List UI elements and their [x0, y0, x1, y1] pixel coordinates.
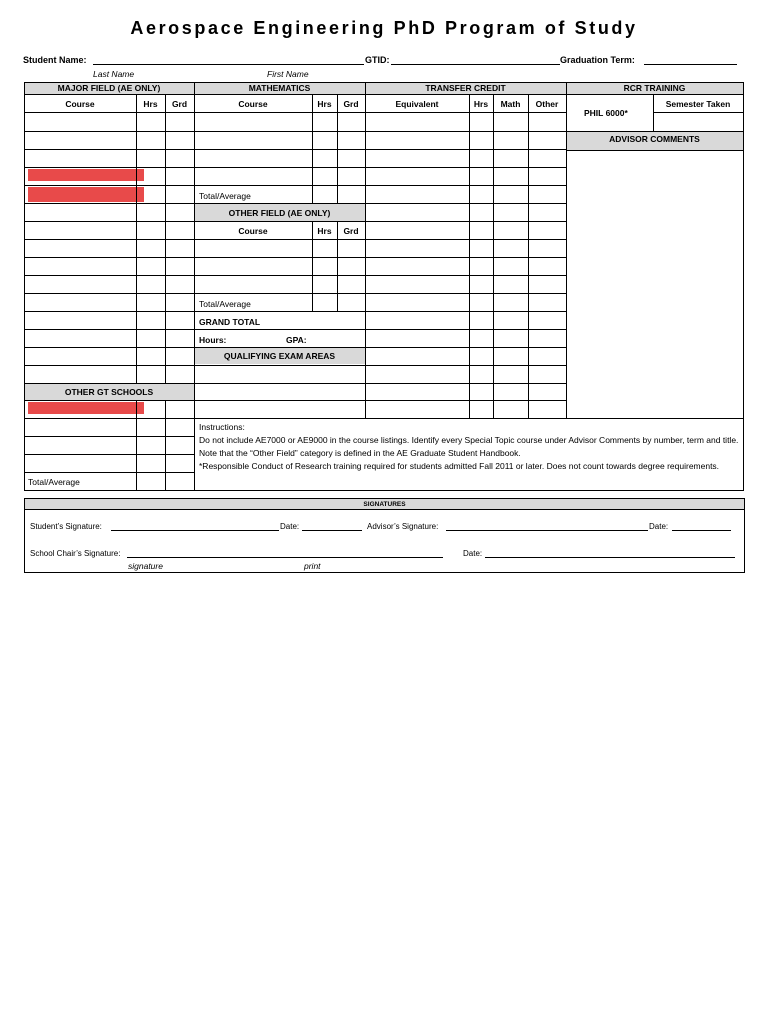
- grid-line: [165, 400, 166, 491]
- student-date-field[interactable]: [302, 522, 362, 533]
- grid-line: [24, 94, 195, 95]
- grid-line: [365, 149, 567, 150]
- advisor-signature-field[interactable]: [446, 522, 648, 533]
- grid-line: [24, 418, 195, 419]
- grid-line: [365, 365, 567, 366]
- grid-line: [194, 221, 366, 222]
- grid-line: [24, 436, 195, 437]
- grid-line: [194, 257, 366, 258]
- grid-line: [653, 94, 654, 132]
- chair-date-field[interactable]: [485, 549, 735, 560]
- grid-line: [365, 383, 567, 384]
- grid-line: [365, 185, 567, 186]
- grid-line: [24, 203, 195, 204]
- transfer-col-other: Other: [535, 99, 559, 109]
- grid-line: [743, 82, 744, 491]
- grid-line: [365, 239, 567, 240]
- grid-line: [566, 150, 744, 151]
- hours-label: Hours:: [199, 335, 227, 345]
- grid-line: [194, 167, 366, 168]
- advisor-date-label: Date:: [649, 522, 669, 531]
- grid-line: [194, 203, 366, 204]
- other-col-course: Course: [238, 226, 268, 236]
- grid-line: [365, 293, 567, 294]
- highlight-bar: [28, 402, 144, 414]
- grid-line: [24, 221, 195, 222]
- page-title: Aerospace Engineering PhD Program of Study: [130, 18, 638, 38]
- other-col-hrs: Hrs: [317, 226, 332, 236]
- grid-line: [194, 94, 366, 95]
- instructions-note: *Responsible Conduct of Research training required for students admitted Fall 2011 or later. Does not count towards degree requirements.: [199, 461, 720, 471]
- advisor-comments-header: ADVISOR COMMENTS: [609, 134, 700, 144]
- grid-line: [24, 167, 195, 168]
- student-signature-field[interactable]: [111, 522, 279, 533]
- grid-line: [194, 239, 366, 240]
- major-col-course: Course: [65, 99, 95, 109]
- grid-line: [653, 112, 744, 113]
- grid-line: [136, 94, 137, 383]
- advisor-signature-label: Advisor’s Signature:: [367, 522, 439, 531]
- student-date-label: Date:: [280, 522, 300, 531]
- grid-line: [194, 311, 366, 312]
- advisor-date-field[interactable]: [672, 522, 731, 533]
- grid-line: [365, 167, 567, 168]
- rcr-training-header: RCR TRAINING: [623, 83, 686, 93]
- grid-line: [469, 94, 470, 419]
- grid-line: [24, 329, 195, 330]
- grand-total-label: GRAND TOTAL: [199, 317, 261, 327]
- grid-line: [24, 311, 195, 312]
- major-col-grd: Grd: [171, 99, 188, 109]
- grid-line: [136, 400, 137, 491]
- grid-line: [194, 490, 744, 491]
- grid-line: [365, 347, 567, 348]
- grid-line: [165, 94, 166, 383]
- grid-line: [194, 185, 366, 186]
- grid-line: [365, 82, 366, 419]
- grid-line: [365, 82, 567, 83]
- grid-line: [312, 94, 313, 204]
- grid-line: [24, 257, 195, 258]
- grid-line: [24, 149, 195, 150]
- math-col-hrs: Hrs: [317, 99, 332, 109]
- graduation-term-label: Graduation Term:: [560, 55, 635, 65]
- rcr-col-semester-taken: Semester Taken: [665, 99, 731, 109]
- grid-line: [365, 203, 567, 204]
- grid-line: [365, 329, 567, 330]
- grid-line: [194, 149, 366, 150]
- grid-line: [24, 131, 195, 132]
- other-total-average: Total/Average: [199, 299, 251, 309]
- grid-line: [194, 347, 366, 348]
- gpa-label: GPA:: [286, 335, 307, 345]
- gt-total-average: Total/Average: [28, 477, 80, 487]
- grid-line: [365, 94, 567, 95]
- major-col-hrs: Hrs: [143, 99, 158, 109]
- grid-line: [566, 131, 744, 132]
- grid-line: [337, 94, 338, 204]
- grid-line: [566, 94, 744, 95]
- rcr-course-label: PHIL 6000*: [584, 108, 628, 118]
- grid-line: [365, 131, 567, 132]
- grid-line: [194, 82, 366, 83]
- signatures-section: [24, 498, 745, 573]
- highlight-bar: [28, 169, 144, 181]
- first-name-label: First Name: [267, 69, 309, 79]
- grid-line: [365, 221, 567, 222]
- grid-line: [24, 472, 195, 473]
- mathematics-header: MATHEMATICS: [248, 83, 311, 93]
- student-signature-label: Student’s Signature:: [30, 522, 102, 531]
- grid-line: [194, 275, 366, 276]
- transfer-credit-header: TRANSFER CREDIT: [425, 83, 506, 93]
- grid-line: [365, 311, 567, 312]
- signatures-header: SIGNATURES: [25, 499, 744, 510]
- other-gt-schools-header: OTHER GT SCHOOLS: [64, 387, 154, 397]
- grid-line: [24, 347, 195, 348]
- grid-line: [24, 82, 195, 83]
- transfer-col-hrs: Hrs: [473, 99, 489, 109]
- other-field-header: OTHER FIELD (AE ONLY): [228, 208, 331, 218]
- grid-line: [194, 131, 366, 132]
- signature-caption: signature: [128, 561, 163, 571]
- grid-line: [24, 454, 195, 455]
- grid-line: [24, 490, 195, 491]
- grid-line: [24, 112, 195, 113]
- transfer-col-equivalent: Equivalent: [395, 99, 439, 109]
- grid-line: [312, 221, 313, 312]
- grid-line: [194, 329, 366, 330]
- grid-line: [24, 275, 195, 276]
- grid-line: [566, 82, 567, 419]
- instructions-block: [199, 421, 739, 473]
- grid-line: [365, 275, 567, 276]
- grid-line: [337, 221, 338, 312]
- grid-line: [24, 383, 195, 384]
- grid-line: [194, 112, 366, 113]
- qualifying-exam-header: QUALIFYING EXAM AREAS: [223, 351, 336, 361]
- grid-line: [528, 94, 529, 419]
- gtid-label: GTID:: [365, 55, 390, 65]
- grid-line: [365, 112, 567, 113]
- print-caption: print: [304, 561, 321, 571]
- student-name-label: Student Name:: [23, 55, 87, 65]
- chair-signature-label: School Chair’s Signature:: [30, 549, 121, 558]
- grid-line: [194, 400, 366, 401]
- chair-date-label: Date:: [463, 549, 483, 558]
- grid-line: [24, 185, 195, 186]
- math-total-average: Total/Average: [199, 191, 251, 201]
- math-col-grd: Grd: [343, 99, 359, 109]
- other-col-grd: Grd: [343, 226, 359, 236]
- instructions-heading: Instructions:: [199, 422, 245, 432]
- math-col-course: Course: [238, 99, 268, 109]
- grid-line: [365, 400, 567, 401]
- grid-line: [194, 383, 366, 384]
- grid-line: [194, 293, 366, 294]
- highlight-bar: [28, 187, 144, 202]
- grid-line: [194, 365, 366, 366]
- major-field-header: MAJOR FIELD (AE ONLY): [57, 83, 161, 93]
- last-name-label: Last Name: [93, 69, 135, 79]
- grid-line: [365, 418, 567, 419]
- grid-line: [365, 257, 567, 258]
- chair-signature-field[interactable]: [127, 549, 443, 560]
- grid-line: [194, 82, 195, 491]
- grid-line: [493, 94, 494, 419]
- grid-line: [24, 400, 195, 401]
- grid-line: [24, 365, 195, 366]
- grid-line: [24, 293, 195, 294]
- transfer-col-math: Math: [500, 99, 521, 109]
- grid-line: [566, 82, 744, 83]
- grid-line: [24, 239, 195, 240]
- grid-line: [24, 82, 25, 491]
- instructions-body: Do not include AE7000 or AE9000 in the course listings. Identify every Special Topic course under Advisor Comments by number, term and title. Note that the “Other Field” category is defined in the AE Graduate Student Handbook.: [199, 435, 739, 458]
